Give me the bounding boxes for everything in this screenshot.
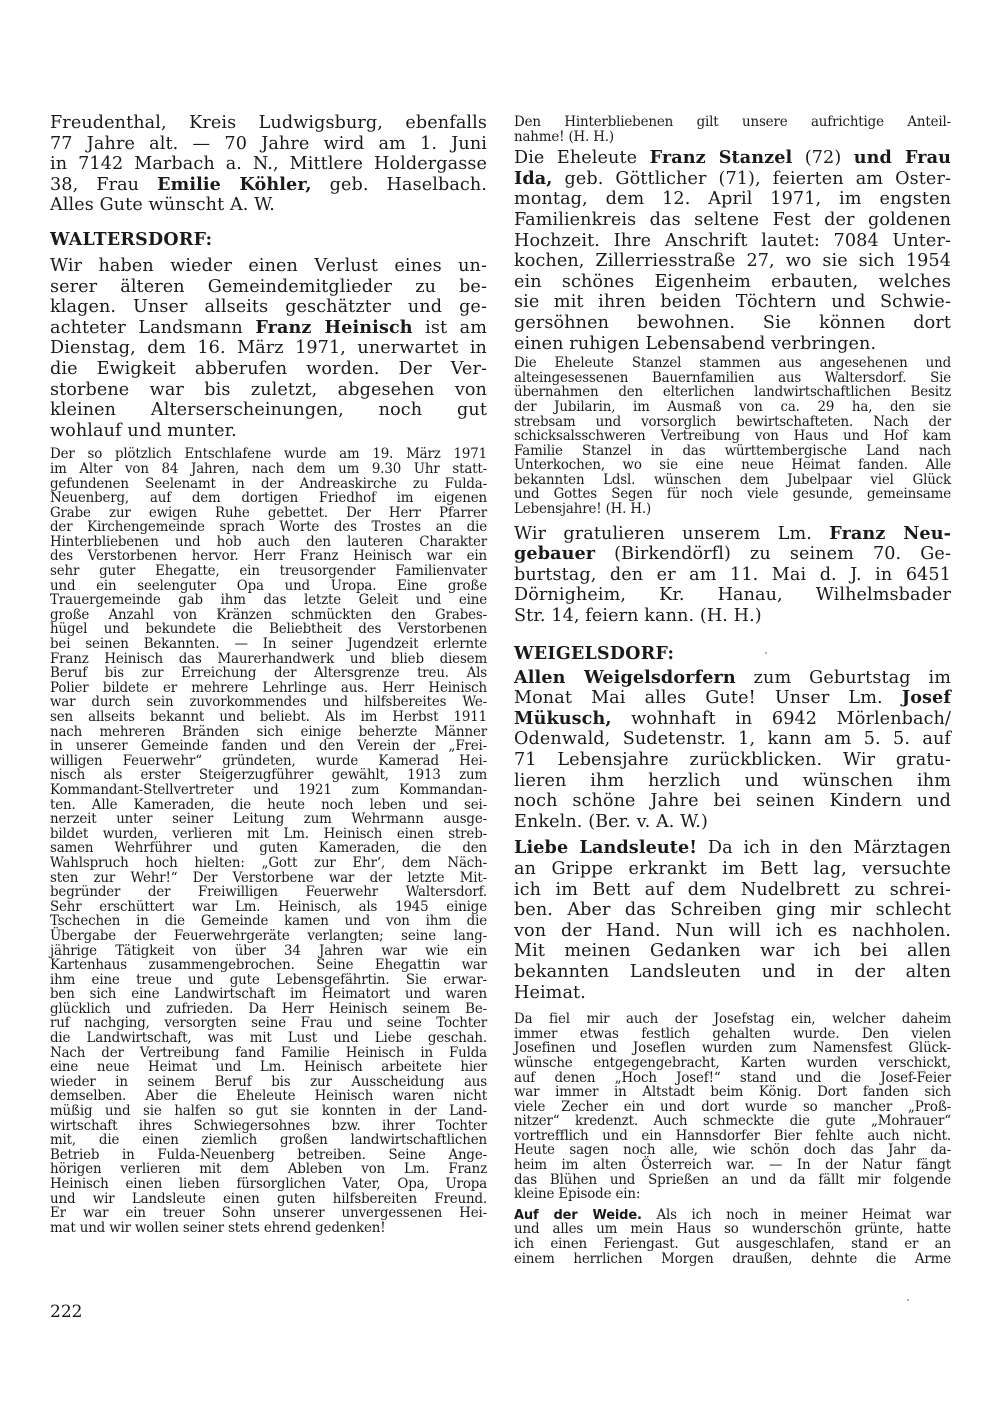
text-run: Wir gratulieren unserem Lm. bbox=[514, 523, 830, 544]
text-line: nahme! (H. H.) bbox=[514, 129, 614, 145]
text-line: bekannten Ldsl. wünschen dem Jubelpaar viel Glück bbox=[514, 472, 951, 489]
text-run: Monat Mai alles Gute! Unser Lm. bbox=[514, 688, 902, 709]
text-line: Nach der Vertreibung fand Familie Heinisch in Fulda bbox=[50, 1045, 487, 1061]
bold-name: und Frau bbox=[853, 147, 951, 169]
text-run: ein schönes Eigenheim erbauten, welches bbox=[514, 271, 951, 292]
text-line: Neuenberg, auf dem dortigen Friedhof im eigenen bbox=[50, 490, 487, 507]
text-line: bei seinen Bekannten. — In seiner Jugendzeit erlernte bbox=[50, 636, 487, 653]
text-run: Mit meinen Gedanken war ich bei allen bbox=[514, 941, 951, 962]
text-line bbox=[50, 338, 487, 359]
text-run: zum Geburtstag im bbox=[735, 667, 951, 688]
text-line: jährige Tätigkeit von über 34 Jahren war wie ein bbox=[50, 943, 487, 959]
text-line bbox=[50, 297, 487, 318]
page-number: 222 bbox=[50, 1302, 83, 1322]
text-run: kochen, Zillerriesstraße 27, wo sie sich 1954 bbox=[514, 251, 951, 272]
text-line: und ein seelenguter Opa und Uropa. Eine große bbox=[50, 578, 487, 594]
text-line bbox=[514, 771, 951, 792]
text-run: wohnhaft in 6942 Mörlenbach/ bbox=[611, 708, 951, 729]
golden-wedding-paragraph bbox=[514, 148, 951, 354]
text-line bbox=[50, 421, 487, 442]
text-line bbox=[514, 880, 951, 901]
text-line bbox=[514, 585, 951, 606]
text-line bbox=[514, 606, 951, 627]
text-line: müßig und sie halfen so gut sie konnten in der Land- bbox=[50, 1103, 487, 1120]
text-line bbox=[514, 524, 951, 545]
text-run: ben. Aber das Schreiben ging mir schlecht bbox=[514, 900, 951, 921]
text-line: ten. Alle Kameraden, die heute noch leben und sei- bbox=[50, 797, 487, 813]
text-line bbox=[514, 941, 951, 962]
right-column bbox=[514, 116, 951, 1267]
text-run: sie mit ihren beiden Töchtern und Schwie- bbox=[514, 292, 951, 313]
text-line: kleine Episode ein: bbox=[514, 1187, 641, 1203]
text-line: Josefinen und Joseflen wurden zum Namensfest Glück- bbox=[514, 1041, 951, 1057]
text-run: Enkeln. (Ber. v. A. W.) bbox=[514, 811, 708, 832]
text-line bbox=[50, 154, 487, 175]
text-run: (72) bbox=[792, 148, 854, 169]
text-run: serer älteren Gemeindemitglieder zu be- bbox=[50, 276, 487, 297]
text-line: eine neue Heimat und Lm. Heinisch arbeitete hier bbox=[50, 1060, 487, 1076]
text-line: viele Zecher ein und dort wurde so mancher „Proß- bbox=[514, 1099, 951, 1115]
text-run: klagen. Unser allseits geschätzter und ge- bbox=[50, 297, 487, 318]
text-run: Hochzeit. Ihre Anschrift lautet: 7084 Unter- bbox=[514, 230, 951, 251]
text-line: gefundenen Seelenamt in der Andreaskirche zu Fulda- bbox=[50, 476, 487, 492]
text-run: bekannten Landsleuten und in der alten bbox=[514, 961, 951, 982]
text-line: hügel und bekundete die Beliebtheit des Verstorbenen bbox=[50, 622, 487, 638]
text-line: Heute sagen noch alle, wie schön doch das Jahr da- bbox=[514, 1143, 951, 1159]
text-run: storbene war bis zuletzt, abgesehen von bbox=[50, 379, 487, 400]
text-line: wieder in seinem Beruf bis zur Ausscheidung aus bbox=[50, 1074, 487, 1090]
text-line: Da fiel mir auch der Josefstag ein, welcher daheim bbox=[514, 1011, 951, 1028]
text-line bbox=[50, 380, 487, 401]
text-line bbox=[514, 189, 951, 210]
text-line: übernahmen den elterlichen landwirtschaftlichen Besitz bbox=[514, 385, 951, 401]
text-run: geb. Haselbach. bbox=[311, 174, 487, 195]
text-line: alteingesessenen Bauernfamilien aus Waltersdorf. Sie bbox=[514, 370, 951, 386]
text-run: lieren ihm herzlich und wünschen ihm bbox=[514, 770, 951, 791]
weide-title: Auf der Weide. bbox=[514, 1207, 642, 1223]
text-line: sehr guter Ehegatte, ein treusorgender Familienvater bbox=[50, 563, 487, 580]
text-run: an Grippe erkrankt im Bett lag, versuchte bbox=[514, 858, 951, 879]
text-line bbox=[514, 962, 951, 983]
text-line bbox=[50, 400, 487, 421]
text-line: vortrefflich und ein Hannsdorfer Bier fehlte auch nicht. bbox=[514, 1128, 951, 1145]
text-line: mit, die einen ziemlich großen landwirtschaftlichen bbox=[50, 1133, 487, 1149]
text-line: Kartenhaus zusammengebrochen. Seine Ehegattin war bbox=[50, 957, 487, 974]
text-line: des Verstorbenen hervor. Herr Franz Heinisch war ein bbox=[50, 549, 487, 565]
text-line: ihm eine treue und gute Lebensgefährtin. Sie erwar- bbox=[50, 972, 487, 988]
text-line bbox=[514, 272, 951, 293]
text-line: nitzer“ kredenzt. Auch schmeckte die gute „Mohrauer“ bbox=[514, 1114, 951, 1130]
text-line bbox=[514, 791, 951, 812]
text-run: kleinen Alterserscheinungen, noch gut bbox=[50, 400, 487, 421]
text-line: Grabe zur ewigen Ruhe gebettet. Der Herr Pfarrer bbox=[50, 505, 487, 521]
text-line: nisch als erster Steigerzugführer gewählt, 1913 zum bbox=[50, 768, 487, 784]
text-line: war immer in Altstadt beim König. Dort fanden sich bbox=[514, 1084, 951, 1101]
left-column bbox=[50, 113, 487, 1236]
text-line bbox=[514, 900, 951, 921]
text-line bbox=[50, 256, 487, 277]
text-line: im Alter von 84 Jahren, nach dem um 9.30 Uhr statt- bbox=[50, 461, 487, 478]
section-heading-waltersdorf: WALTERSDORF: bbox=[50, 229, 213, 250]
text-line: ben sich eine Landwirtschaft im Heimatort und waren bbox=[50, 987, 487, 1003]
text-run: burtstag, den er am 11. Mai d. J. in 6451 bbox=[514, 564, 951, 585]
text-line: Übergabe der Feuerwehrgeräte verlangten; seine lang- bbox=[50, 928, 487, 945]
text-line: hörigen verlieren mit dem Ableben von Lm. Franz bbox=[50, 1162, 487, 1178]
text-run: Heimat. bbox=[514, 982, 586, 1003]
bold-name: Liebe Landsleute! bbox=[514, 837, 698, 859]
text-line: in unserer Gemeinde fanden und den Verein der „Frei- bbox=[50, 739, 487, 755]
text-line: immer etwas festlich gehalten wurde. Den vielen bbox=[514, 1026, 951, 1042]
text-run: 38, Frau bbox=[50, 174, 158, 195]
text-run: achteter Landsmann bbox=[50, 317, 256, 338]
text-line: die Landwirtschaft, was mit Lust und Liebe geschah. bbox=[50, 1030, 487, 1047]
bold-name: Emilie Köhler, bbox=[157, 173, 312, 195]
text-line: große Anzahl von Kränzen schmückten den Grabes- bbox=[50, 607, 487, 623]
text-line: auf denen „Hoch Josef!“ stand und die Josef-Feier bbox=[514, 1070, 951, 1086]
text-run: geb. Göttlicher (71), feierten am Oster- bbox=[552, 168, 951, 189]
text-run: Die Eheleute bbox=[514, 148, 650, 169]
text-line: Kommandant-Stellvertreter und 1921 zum Kommandan- bbox=[50, 782, 487, 799]
text-line: samen Wehrführer und guten Kameraden, die den bbox=[50, 841, 487, 857]
intro-paragraph bbox=[50, 113, 487, 216]
text-line bbox=[514, 812, 951, 833]
text-line bbox=[514, 231, 951, 252]
text-line: Heinisch einen lieben fürsorglichen Vater, Opa, Uropa bbox=[50, 1176, 487, 1193]
text-run: ich im Bett auf dem Nudelbrett zu schrei- bbox=[514, 879, 951, 900]
text-run: Da ich in den Märztagen bbox=[697, 838, 951, 859]
text-line bbox=[514, 334, 951, 355]
text-line bbox=[514, 544, 951, 565]
text-line: Franz Heinisch das Maurerhandwerk und blieb diesem bbox=[50, 651, 487, 667]
text-line: Sehr erschüttert war Lm. Heinisch, als 1945 einige bbox=[50, 899, 487, 915]
text-line: mat und wir wollen seiner stets ehrend gedenken! bbox=[50, 1220, 386, 1236]
text-line: wünsche entgegengebracht, Karten wurden verschickt, bbox=[514, 1055, 951, 1072]
text-line: Tschechen in die Gemeinde kamen und von ihm die bbox=[50, 914, 487, 930]
text-line bbox=[514, 983, 951, 1004]
text-line: demselben. Aber die Eheleute Heinisch waren nicht bbox=[50, 1089, 487, 1105]
stanzel-details-paragraph bbox=[514, 357, 951, 518]
text-run: ist am bbox=[412, 317, 487, 338]
text-line: war durch sein zuvorkommendes und hilfsbereites We- bbox=[50, 695, 487, 711]
text-line: Betrieb in Fulda-Neuenberg betreiben. Seine Ange- bbox=[50, 1147, 487, 1163]
text-line: sten zur Wehr!“ Der Verstorbene war der letzte Mit- bbox=[50, 870, 487, 886]
text-line bbox=[50, 175, 487, 196]
neugebauer-paragraph bbox=[514, 524, 951, 627]
text-line: Der so plötzlich Entschlafene wurde am 19. März 1971 bbox=[50, 447, 487, 463]
text-run: Alles Gute wünscht A. W. bbox=[50, 195, 275, 216]
text-line: und wir Landsleute einen guten hilfsbereiten Freund. bbox=[50, 1191, 487, 1207]
text-line bbox=[514, 750, 951, 771]
text-run: noch schöne Jahre bei seinen Kindern und bbox=[514, 791, 951, 812]
text-line: Er war ein treuer Sohn unserer unvergessenen Hei- bbox=[50, 1206, 487, 1222]
text-run: Familienkreis das seltene Fest der goldenen bbox=[514, 209, 951, 230]
text-line: nach mehreren Bränden sich einige beherzte Männer bbox=[50, 724, 487, 740]
text-line bbox=[50, 113, 487, 134]
bold-name: Josef bbox=[901, 687, 951, 709]
text-run: (Birkendörfl) zu seinem 70. Ge- bbox=[595, 544, 951, 565]
text-run: Str. 14, feiern kann. (H. H.) bbox=[514, 606, 762, 627]
text-line: glücklich und zufrieden. Da Herr Heinisch seinem Be- bbox=[50, 1001, 487, 1018]
text-line: und alles um mein Haus so wunderschön grünte, hatte bbox=[514, 1222, 951, 1238]
text-line bbox=[514, 921, 951, 942]
text-line: Hinterbliebenen und hob auch den lauteren Charakter bbox=[50, 534, 487, 551]
text-line: der Kirchengemeinde sprach Worte des Trostes an die bbox=[50, 520, 487, 536]
josefstag-paragraph bbox=[514, 1013, 951, 1203]
text-run: Freudenthal, Kreis Ludwigsburg, ebenfalls bbox=[50, 113, 487, 133]
text-line: Lebensjahre! (H. H.) bbox=[514, 501, 652, 518]
text-run: Wir haben wieder einen Verlust eines un- bbox=[50, 255, 487, 276]
text-line: begründer der Freiwilligen Feuerwehr Waltersdorf. bbox=[50, 884, 487, 901]
text-line: Unterkochen, wo sie eine neue Heimat fanden. Alle bbox=[514, 458, 951, 474]
text-run: gersöhnen bewohnen. Sie können dort bbox=[514, 312, 951, 333]
bold-name: Allen Weigelsdorfern bbox=[514, 666, 736, 688]
text-line: Familie Stanzel in das württembergische Land nach bbox=[514, 443, 951, 459]
weide-paragraph bbox=[514, 1209, 951, 1267]
text-line: Polier bildete er mehrere Lehrlinge aus. Herr Heinisch bbox=[50, 680, 487, 696]
text-line bbox=[50, 359, 487, 380]
text-line bbox=[514, 838, 951, 859]
text-line bbox=[514, 688, 951, 709]
text-run: montag, dem 12. April 1971, im engsten bbox=[514, 189, 951, 210]
text-line bbox=[514, 313, 951, 334]
bold-name: Mükusch, bbox=[514, 707, 612, 729]
section-heading-weigelsdorf: WEIGELSDORF: bbox=[514, 643, 675, 664]
text-line bbox=[50, 134, 487, 155]
text-line bbox=[514, 251, 951, 272]
bold-name: Franz Heinisch bbox=[255, 316, 413, 338]
text-line bbox=[514, 668, 951, 689]
text-line bbox=[514, 148, 951, 169]
text-line: heim im alten Österreich war. — In der Natur fängt bbox=[514, 1157, 951, 1174]
scan-speck bbox=[765, 652, 767, 654]
text-line: Trauergemeinde gab ihm das letzte Geleit und eine bbox=[50, 593, 487, 609]
text-line: Die Eheleute Stanzel stammen aus angesehenen und bbox=[514, 355, 951, 372]
text-line bbox=[514, 565, 951, 586]
text-line bbox=[514, 210, 951, 231]
text-run: Dienstag, dem 16. März 1971, unerwartet in bbox=[50, 338, 487, 359]
text-line: schicksalsschweren Vertreibung von Haus und Hof kam bbox=[514, 428, 951, 445]
text-line: Wahlspruch hoch hielten: „Gott zur Ehr‘, dem Näch- bbox=[50, 855, 487, 872]
text-line: strebsam und vorsorglich bewirtschafteten. Nach der bbox=[514, 414, 951, 430]
text-line: nerzeit unter seiner Leitung zum Wehrmann ausge- bbox=[50, 811, 487, 828]
text-line: wirtschaft ihres Schwiegersohnes bzw. ihrer Tochter bbox=[50, 1118, 487, 1134]
text-run: wohlauf und munter. bbox=[50, 420, 237, 441]
bold-name: Franz Neu- bbox=[829, 522, 951, 544]
weide-line-0: Als ich noch in meiner Heimat war bbox=[641, 1207, 952, 1223]
letter-intro-paragraph bbox=[514, 838, 951, 1003]
text-run: 77 Jahre alt. — 70 Jahre wird am 1. Juni bbox=[50, 133, 487, 154]
text-line: der Jubilarin, im Ausmaß von ca. 29 ha, den sie bbox=[514, 399, 951, 416]
text-line: sen allseits bekannt und beliebt. Als im Herbst 1911 bbox=[50, 709, 487, 726]
bold-name: Franz Stanzel bbox=[649, 147, 793, 169]
text-line bbox=[514, 169, 951, 190]
condolence-paragraph bbox=[514, 116, 951, 145]
bold-name: Ida, bbox=[514, 167, 553, 189]
text-line: bildet wurden, verlieren mit Lm. Heinisch einen streb- bbox=[50, 826, 487, 842]
text-run: einen ruhigen Lebensabend verbringen. bbox=[514, 333, 877, 354]
text-line: Beruf bis zur Erreichung der Altersgrenze treu. Als bbox=[50, 666, 487, 682]
text-line: Den Hinterbliebenen gilt unsere aufrichtige Anteil- bbox=[514, 114, 951, 131]
text-run: 71 Lebensjahre zurückblicken. Wir gratu- bbox=[514, 750, 951, 770]
text-line bbox=[514, 292, 951, 313]
text-line bbox=[514, 709, 951, 730]
text-line bbox=[50, 195, 487, 216]
text-run: die Ewigkeit abberufen worden. Der Ver- bbox=[50, 358, 487, 379]
text-line bbox=[514, 859, 951, 880]
text-line bbox=[50, 277, 487, 298]
text-line: das Blühen und Sprießen an und da fällt mir folgende bbox=[514, 1172, 951, 1188]
text-run: in 7142 Marbach a. N., Mittlere Holdergasse bbox=[50, 154, 487, 175]
text-line: willigen Feuerwehr“ gründeten, wurde Kamerad Hei- bbox=[50, 753, 487, 769]
text-run: Dörnigheim, Kr. Hanau, Wilhelmsbader bbox=[514, 585, 951, 606]
text-line: einem herrlichen Morgen draußen, dehnte die Arme bbox=[514, 1251, 951, 1267]
text-line: ruf nachging, versorgten seine Frau und seine Tochter bbox=[50, 1016, 487, 1032]
scan-speck bbox=[907, 1299, 909, 1301]
text-run: Odenwald, Sudetenstr. 1, kann am 5. 5. auf bbox=[514, 729, 951, 750]
text-line: ich einen Feriengast. Gut ausgeschlafen, stand er an bbox=[514, 1236, 951, 1253]
text-line: und Gottes Segen für noch viele gesunde, gemeinsame bbox=[514, 487, 951, 503]
obituary-body-paragraph bbox=[50, 448, 487, 1236]
bold-name: gebauer bbox=[514, 543, 596, 565]
weigelsdorf-birthdays-paragraph bbox=[514, 668, 951, 833]
text-line bbox=[514, 729, 951, 750]
text-line bbox=[50, 318, 487, 339]
text-run: von der Hand. Nun will ich es nachholen. bbox=[514, 920, 951, 941]
obituary-intro-paragraph bbox=[50, 256, 487, 441]
